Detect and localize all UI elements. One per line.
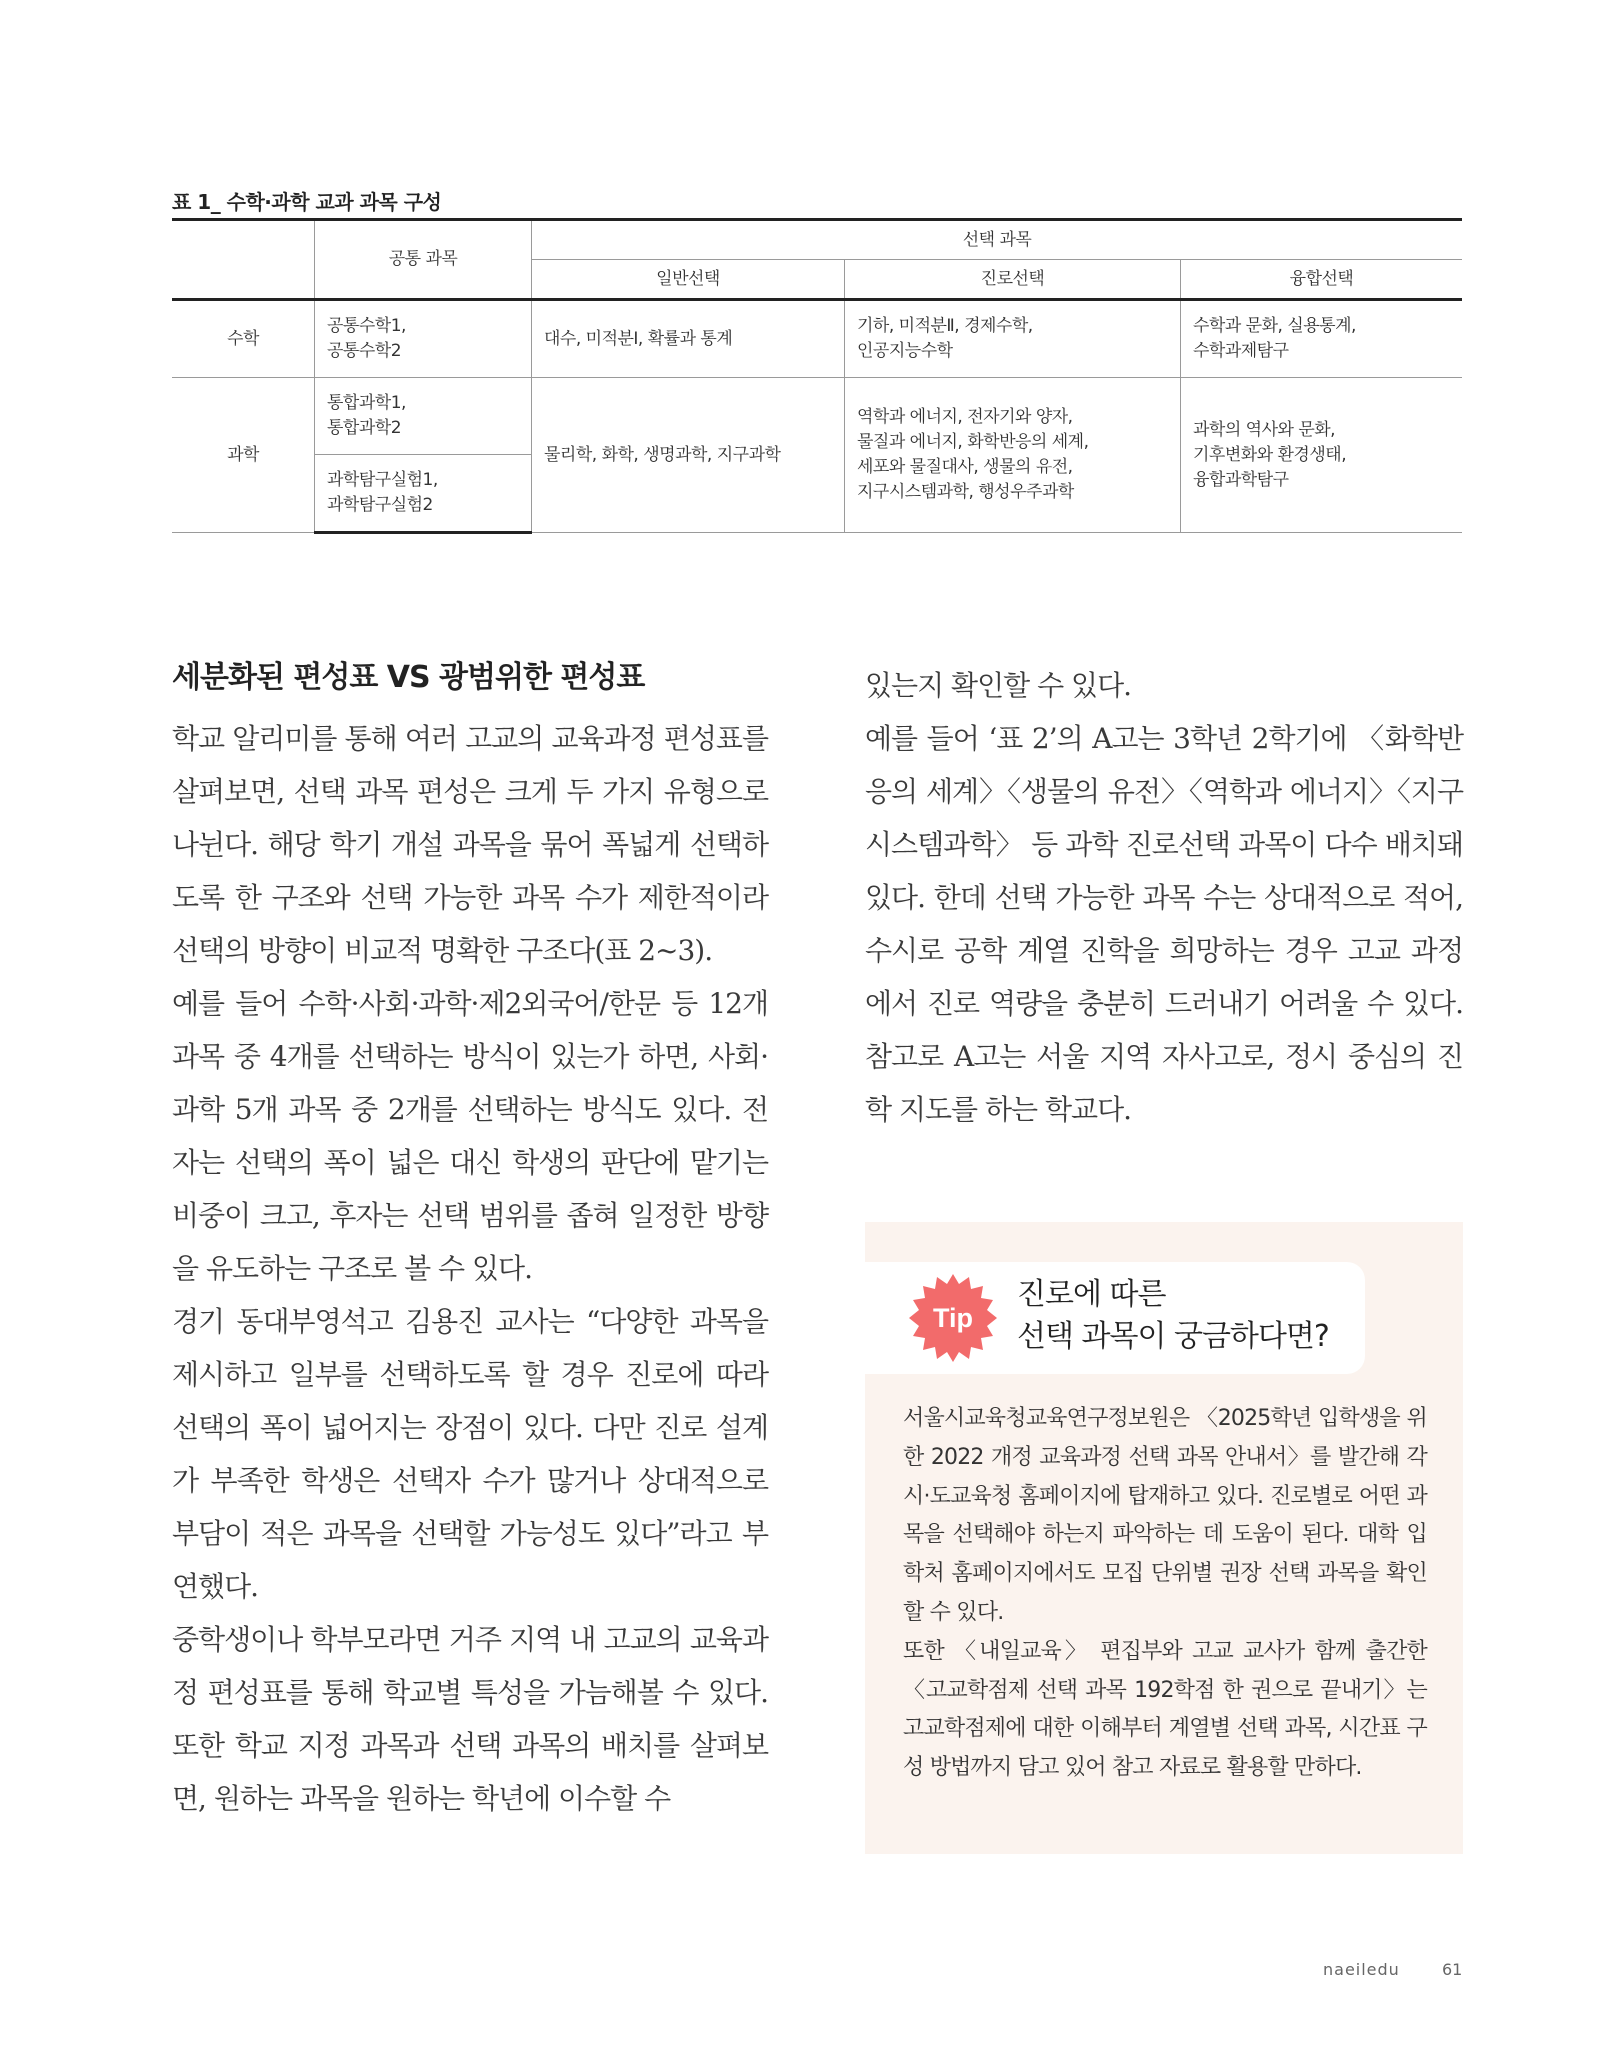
row-label-math: 수학 <box>172 300 315 378</box>
cell-math-common <box>315 300 532 378</box>
cell-line: 과학의 역사와 문화, <box>1193 419 1336 440</box>
cell-line: 인공지능수학 <box>857 341 953 361</box>
header-career: 진로선택 <box>845 260 1181 300</box>
tip-title-line: 선택 과목이 궁금하다면? <box>1017 1319 1329 1354</box>
curriculum-table <box>172 218 1462 534</box>
cell-math-general: 대수, 미적분Ⅰ, 확률과 통계 <box>532 300 845 378</box>
cell-line: 기하, 미적분Ⅱ, 경제수학, <box>857 316 1033 336</box>
tip-badge-icon <box>907 1272 999 1364</box>
cell-line: 공통수학1, <box>327 316 406 336</box>
article-left-column <box>172 712 768 1825</box>
cell-science-general: 물리학, 화학, 생명과학, 지구과학 <box>532 378 845 533</box>
section-heading: 세분화된 편성표 VS 광범위한 편성표 <box>172 660 645 695</box>
cell-line: 수학과 문화, 실용통계, <box>1193 316 1356 336</box>
article-paragraph: 예를 들어 ‘표 2’의 A고는 3학년 2학기에 〈화학반응의 세계〉〈생물의 유전〉〈역학과 에너지〉〈지구시스템과학〉 등 과학 진로선택 과목이 다수 배치돼 있다. 한데 선택 가능한 과목 수는 상대적으로 적어, 수시로 공학 계열 진학을 희망하는 경우 고교 과정에서 진로 역량을 충분히 드러내기 어려울 수 있다. 참고로 A고는 서울 지역 자사고로, 정시 중심의 진학 지도를 하는 학교다. <box>865 722 1463 1126</box>
article-right-column <box>865 659 1463 1136</box>
cell-line: 융합과학탐구 <box>1193 469 1289 490</box>
header-blank <box>172 220 315 300</box>
cell-line: 과학탐구실험2 <box>327 495 433 515</box>
tip-title <box>1017 1274 1329 1358</box>
cell-math-career <box>845 300 1181 378</box>
tip-header <box>865 1262 1365 1374</box>
article-paragraph: 있는지 확인할 수 있다. <box>865 669 1132 702</box>
tip-badge-shape <box>907 1272 999 1364</box>
tip-badge-label: Tip <box>933 1303 973 1333</box>
table-header-row <box>172 220 1462 260</box>
article-paragraph: 예를 들어 수학·사회·과학·제2외국어/한문 등 12개 과목 중 4개를 선택하는 방식이 있는가 하면, 사회·과학 5개 과목 중 2개를 선택하는 방식도 있다. 전자는 선택의 폭이 넓은 대신 학생의 판단에 맡기는 비중이 크고, 후자는 선택 범위를 좁혀 일정한 방향을 유도하는 구조로 볼 수 있다. <box>172 987 768 1285</box>
tip-body <box>903 1400 1427 1788</box>
page-number: 61 <box>1442 1960 1463 1979</box>
cell-line: 과학탐구실험1, <box>327 470 438 490</box>
cell-science-convergence <box>1181 378 1463 533</box>
row-label-science: 과학 <box>172 378 315 533</box>
header-general: 일반선택 <box>532 260 845 300</box>
cell-line: 세포와 물질대사, 생물의 유전, <box>857 457 1073 477</box>
tip-paragraph: 또한 〈내일교육〉 편집부와 고교 교사가 함께 출간한 〈고교학점제 선택 과목 192학점 한 권으로 끝내기〉는 고교학점제에 대한 이해부터 계열별 선택 과목, 시간표 구성 방법까지 담고 있어 참고 자료로 활용할 만하다. <box>903 1638 1427 1781</box>
cell-science-common-b <box>315 455 532 533</box>
footer-brand: naeiledu <box>1323 1960 1400 1979</box>
table-row-science-a <box>172 378 1462 455</box>
cell-science-common-a <box>315 378 532 455</box>
tip-title-line: 진로에 따른 <box>1017 1277 1166 1312</box>
cell-line: 통합과학2 <box>327 418 402 438</box>
cell-math-convergence <box>1181 300 1463 378</box>
header-common: 공통 과목 <box>315 220 532 300</box>
table-row-math <box>172 300 1462 378</box>
cell-line: 지구시스템과학, 행성우주과학 <box>857 482 1074 502</box>
cell-line: 통합과학1, <box>327 393 406 413</box>
header-elective: 선택 과목 <box>532 220 1463 260</box>
cell-line: 물질과 에너지, 화학반응의 세계, <box>857 432 1089 452</box>
cell-line: 수학과제탐구 <box>1193 341 1289 361</box>
table-caption: 표 1_ 수학·과학 교과 과목 구성 <box>172 190 442 214</box>
header-convergence: 융합선택 <box>1181 260 1463 300</box>
article-paragraph: 경기 동대부영석고 김용진 교사는 “다양한 과목을 제시하고 일부를 선택하도록 할 경우 진로에 따라 선택의 폭이 넓어지는 장점이 있다. 다만 진로 설계가 부족한 학생은 선택자 수가 많거나 상대적으로 부담이 적은 과목을 선택할 가능성도 있다”라고 부연했다. <box>172 1305 768 1603</box>
article-paragraph: 중학생이나 학부모라면 거주 지역 내 고교의 교육과정 편성표를 통해 학교별 특성을 가늠해볼 수 있다. 또한 학교 지정 과목과 선택 과목의 배치를 살펴보면, 원하는 과목을 원하는 학년에 이수할 수 <box>172 1623 768 1815</box>
cell-line: 공통수학2 <box>327 341 402 361</box>
tip-box <box>865 1222 1463 1854</box>
article-paragraph: 학교 알리미를 통해 여러 고교의 교육과정 편성표를 살펴보면, 선택 과목 편성은 크게 두 가지 유형으로 나뉜다. 해당 학기 개설 과목을 묶어 폭넓게 선택하도록 한 구조와 선택 가능한 과목 수가 제한적이라 선택의 방향이 비교적 명확한 구조다(표 2~3). <box>172 722 768 967</box>
cell-line: 기후변화와 환경생태, <box>1193 444 1347 465</box>
tip-paragraph: 서울시교육청교육연구정보원은 〈2025학년 입학생을 위한 2022 개정 교육과정 선택 과목 안내서〉를 발간해 각 시·도교육청 홈페이지에 탑재하고 있다. 진로별로 어떤 과목을 선택해야 하는지 파악하는 데 도움이 된다. 대학 입학처 홈페이지에서도 모집 단위별 권장 선택 과목을 확인할 수 있다. <box>903 1406 1427 1625</box>
cell-line: 역학과 에너지, 전자기와 양자, <box>857 407 1073 427</box>
cell-science-career <box>845 378 1181 533</box>
